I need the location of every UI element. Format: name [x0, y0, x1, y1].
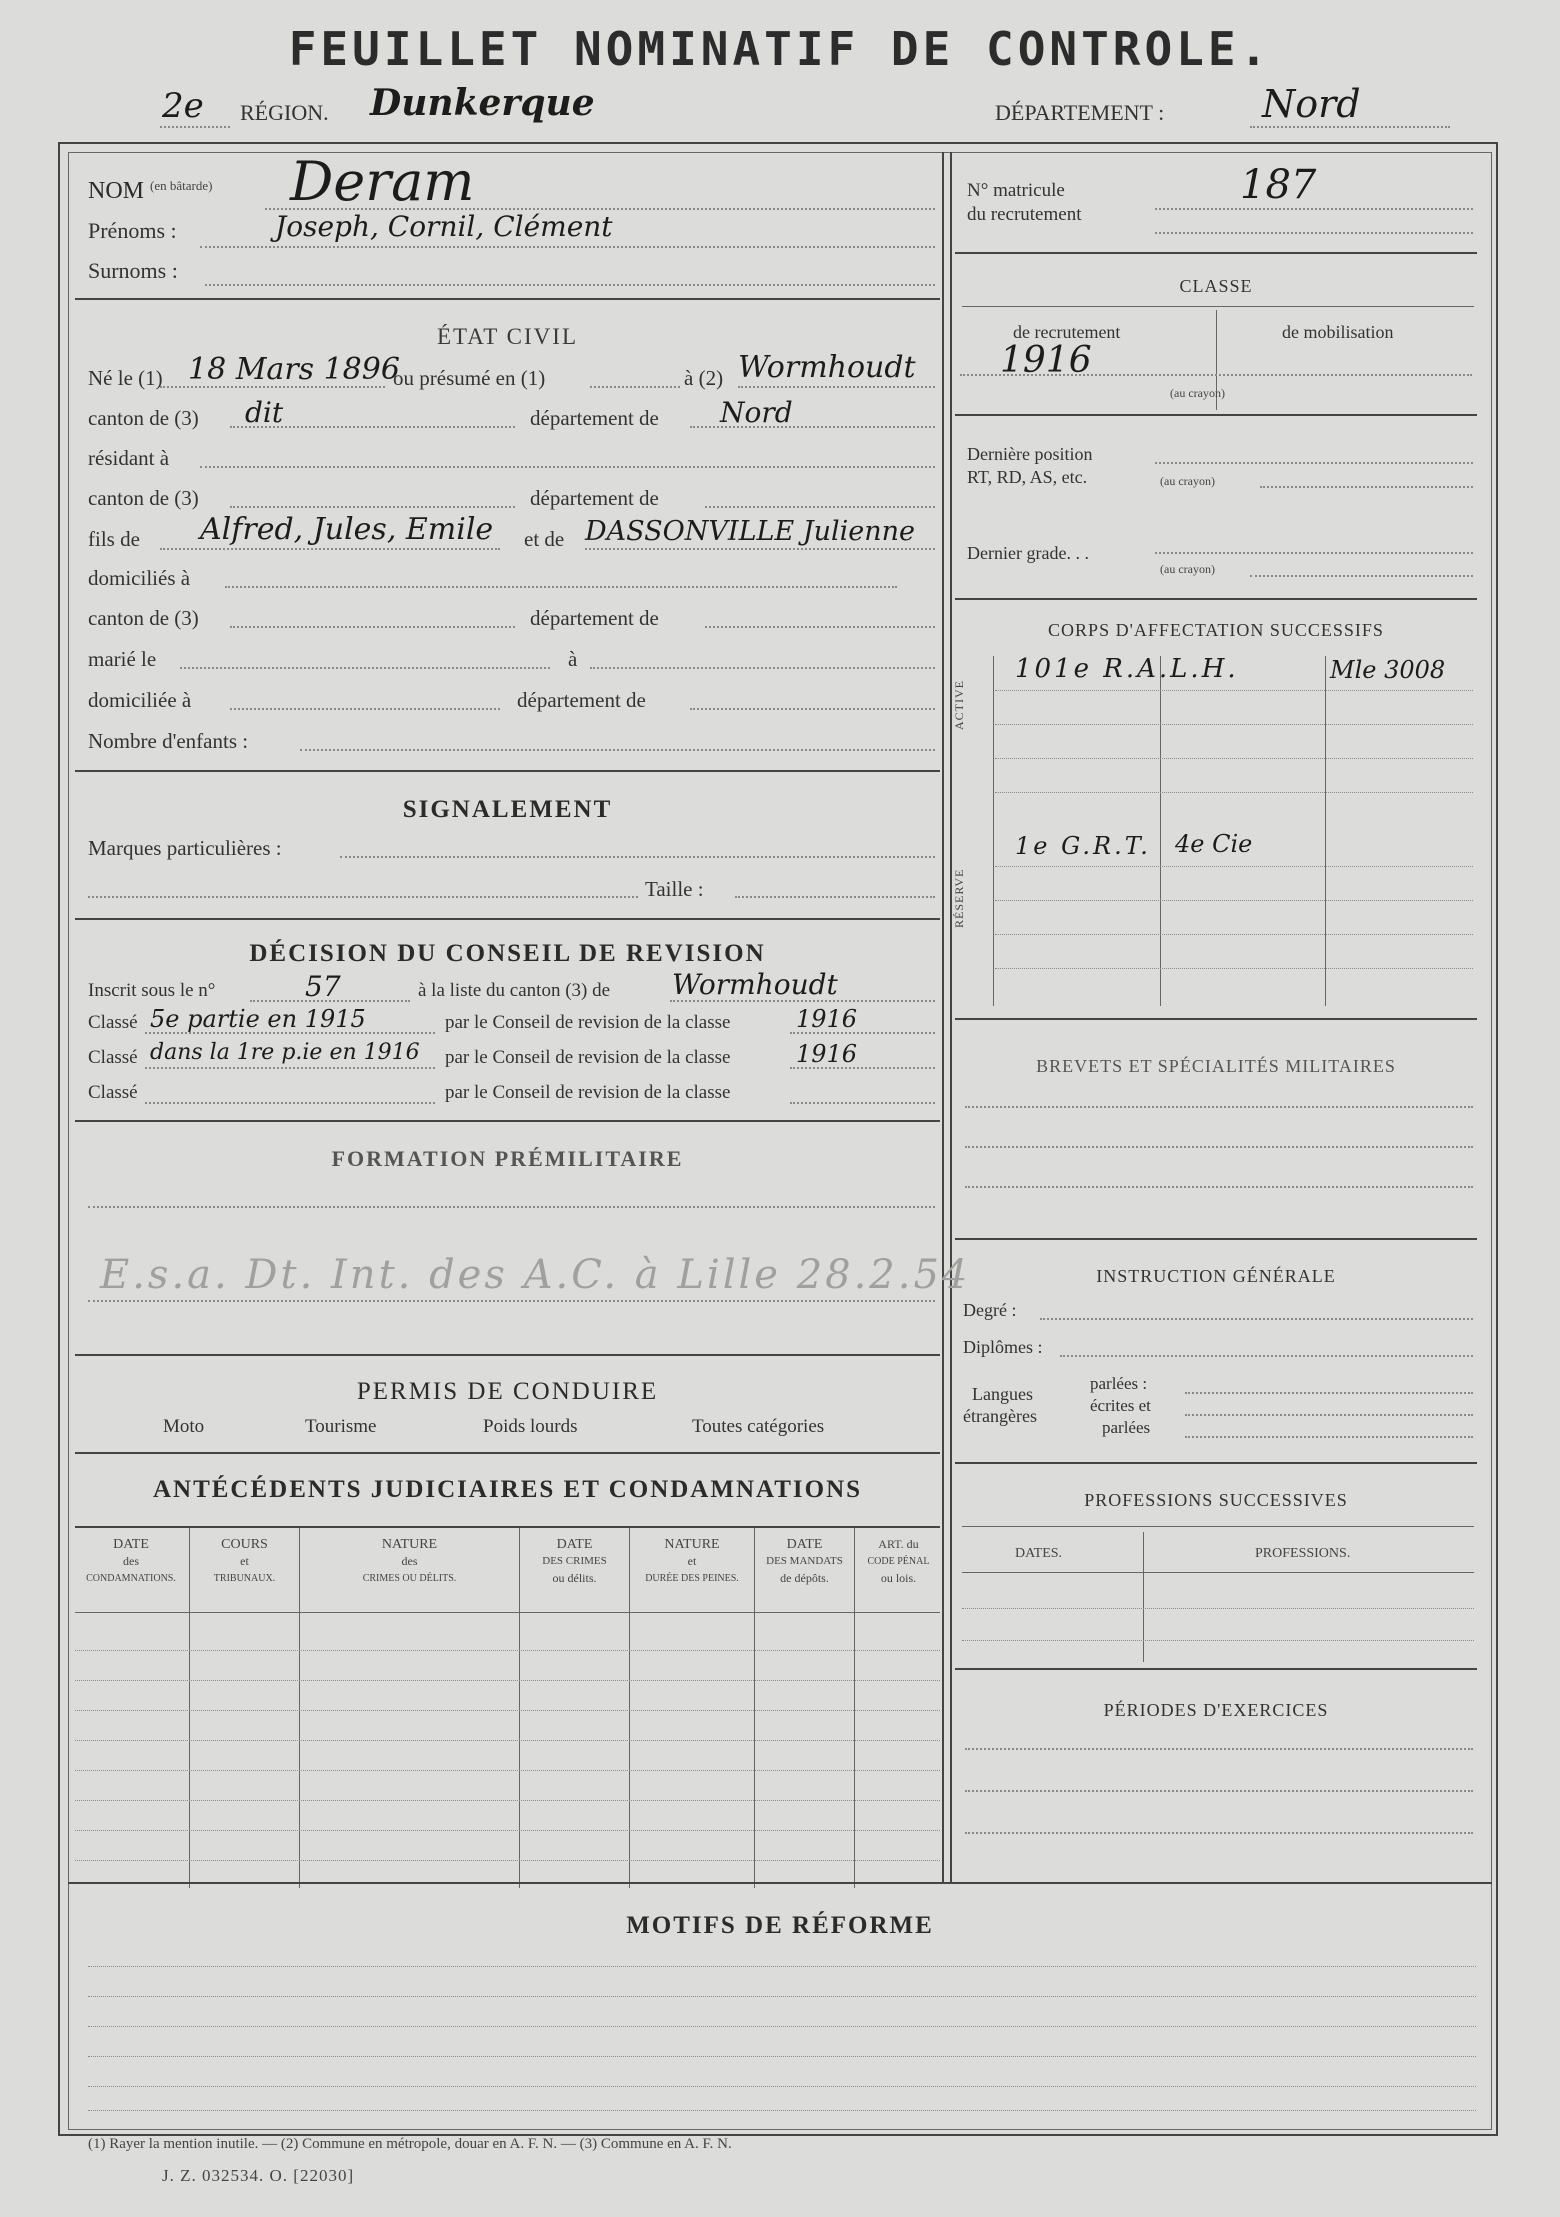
sep-matricule: [955, 252, 1477, 254]
classe3-label: Classé: [88, 1082, 138, 1103]
motifs-line: [88, 1966, 1476, 1967]
fils-dotline: [160, 548, 500, 550]
motifs-line: [88, 2110, 1476, 2111]
canton-dotline: [230, 426, 515, 428]
classe2-value: dans la 1re p.ie en 1916: [150, 1040, 420, 1065]
corps-title: CORPS D'AFFECTATION SUCCESSIFS: [1048, 620, 1384, 640]
conseil1-value: 1916: [796, 1005, 858, 1033]
professions-rule: [962, 1526, 1474, 1527]
col-head-date: [75, 1536, 187, 1587]
derniere-position-dotline: [1155, 462, 1473, 464]
corps-line: [995, 724, 1473, 725]
permis-poids: Poids lourds: [483, 1416, 578, 1437]
liste-dotline: [670, 1000, 935, 1002]
matricule-dotline-2: [1155, 232, 1473, 234]
dernier-grade-label: Dernier grade. . .: [967, 543, 1089, 563]
classe-dotline: [960, 374, 1472, 376]
derniere-position-label-1: Dernière position: [967, 444, 1093, 464]
sep-identity: [75, 298, 940, 300]
corps-rule-2: [1160, 656, 1161, 1006]
departement4-label: département de: [517, 688, 646, 712]
nom-label-text: NOM: [88, 178, 145, 204]
surnoms-label: Surnoms :: [88, 258, 178, 283]
marie-a-dotline: [590, 667, 935, 669]
col-head-cours: [192, 1536, 297, 1587]
col-head-cours-l1: COURS: [221, 1537, 268, 1552]
corps-rule-1: [993, 656, 994, 1006]
matricule-label-1: N° matricule: [967, 180, 1065, 201]
brevets-title: BREVETS ET SPÉCIALITÉS MILITAIRES: [1036, 1056, 1396, 1076]
inscrit-label: Inscrit sous le n°: [88, 980, 216, 1001]
col-head-mandats-l1: DATE: [786, 1537, 823, 1552]
col-head-art-l2: CODE PÉNAL: [867, 1556, 930, 1567]
antecedents-col-rule-6: [854, 1528, 855, 1888]
sep-signalement: [75, 918, 940, 920]
professions-dates-label: DATES.: [1015, 1546, 1063, 1561]
antecedents-table: [75, 1528, 940, 1888]
departement3-label: département de: [530, 606, 659, 630]
classe-title: CLASSE: [1179, 276, 1253, 296]
col-head-art-l1: ART. du: [878, 1537, 919, 1551]
region-label: RÉGION.: [240, 100, 329, 125]
a-dotline: [738, 386, 935, 388]
ne-le-dotline: [160, 386, 385, 388]
formation-title: FORMATION PRÉMILITAIRE: [331, 1146, 684, 1171]
antecedents-header-rule: [75, 1612, 940, 1613]
classe-recrutement-label: de recrutement: [1013, 322, 1121, 342]
column-divider-2: [950, 152, 952, 1882]
taille-dotline: [735, 896, 935, 898]
col-head-date-l3: CONDAMNATIONS.: [86, 1573, 176, 1584]
professions-title: PROFESSIONS SUCCESSIVES: [1084, 1490, 1348, 1510]
derniere-position-crayon: (au crayon): [1160, 474, 1215, 488]
antecedents-row-line: [75, 1860, 940, 1861]
antecedents-col-rule-5: [754, 1528, 755, 1888]
col-head-art: [857, 1536, 940, 1587]
langues-label-2: étrangères: [963, 1406, 1037, 1426]
col-head-nature-l2: des: [401, 1554, 418, 1568]
canton2-label: canton de (3): [88, 486, 199, 510]
departement4-dotline: [690, 708, 935, 710]
prenoms-label: Prénoms :: [88, 218, 177, 243]
corps-line: [995, 900, 1473, 901]
langues-dotline: [1185, 1436, 1473, 1438]
langues-label-1: Langues: [972, 1384, 1033, 1404]
corps-reserve-label: RÉSERVE: [952, 868, 966, 928]
departement-dotline: [690, 426, 935, 428]
surnoms-dotline: [205, 284, 935, 286]
brevets-line: [965, 1186, 1473, 1188]
departement-label: département de: [530, 406, 659, 430]
derniere-position-dotline-2: [1260, 486, 1473, 488]
conseil2-value: 1916: [796, 1040, 858, 1068]
parlees2-label: parlées: [1102, 1418, 1151, 1437]
classe2-label: Classé: [88, 1047, 138, 1068]
antecedents-col-rule-2: [299, 1528, 300, 1888]
permis-tourisme: Tourisme: [305, 1416, 377, 1437]
permis-toutes: Toutes catégories: [692, 1416, 825, 1437]
ne-le-label: Né le (1): [88, 366, 163, 390]
canton3-dotline: [230, 626, 515, 628]
dernier-grade-crayon: (au crayon): [1160, 562, 1215, 576]
ecrites-label: écrites et: [1090, 1396, 1151, 1415]
sep-motifs: [68, 1882, 1492, 1884]
corps-line: [995, 866, 1473, 867]
col-head-date-l1: DATE: [113, 1537, 149, 1552]
presume-dotline: [590, 386, 680, 388]
periodes-line: [965, 1832, 1473, 1834]
classe2-dotline: [145, 1067, 435, 1069]
departement3-dotline: [705, 626, 935, 628]
liste-value: Wormhoudt: [672, 968, 838, 1001]
parlees-label: parlées :: [1090, 1374, 1148, 1393]
ne-le-value: 18 Mars 1896: [188, 352, 400, 387]
a-value: Wormhoudt: [738, 350, 916, 385]
departement-header-value: Nord: [1262, 82, 1361, 126]
canton3-label: canton de (3): [88, 606, 199, 630]
periodes-title: PÉRIODES D'EXERCICES: [1103, 1700, 1329, 1720]
col-head-date-crimes-l3: ou délits.: [552, 1571, 597, 1585]
footer-note: (1) Rayer la mention inutile. — (2) Commune en métropole, douar en A. F. N. — (3) Commune en A. F. N.: [88, 2136, 732, 2152]
marques-label: Marques particulières :: [88, 836, 282, 860]
sep-permis: [75, 1452, 940, 1454]
liste-label: à la liste du canton (3) de: [418, 980, 611, 1001]
corps-line: [995, 934, 1473, 935]
antecedents-row-line: [75, 1680, 940, 1681]
antecedents-row-line: [75, 1770, 940, 1771]
col-head-date-crimes-l1: DATE: [556, 1537, 593, 1552]
departement2-dotline: [705, 506, 935, 508]
decision-title: DÉCISION DU CONSEIL DE REVISION: [249, 940, 766, 967]
marques-dotline-2: [88, 896, 638, 898]
fils-value: Alfred, Jules, Emile: [200, 512, 494, 547]
antecedents-row-line: [75, 1830, 940, 1831]
domicilies-label: domiciliés à: [88, 566, 191, 590]
corps-active-value: 101e R.A.L.H.: [1015, 654, 1239, 684]
canton-label: canton de (3): [88, 406, 199, 430]
nom-value: Deram: [290, 150, 475, 213]
classe3-dotline: [145, 1102, 435, 1104]
col-head-mandats-l2: DES MANDATS: [766, 1555, 843, 1567]
dernier-grade-dotline: [1155, 552, 1473, 554]
degre-dotline: [1040, 1318, 1473, 1320]
conseil1-label: par le Conseil de revision de la classe: [445, 1012, 731, 1033]
nom-label: [88, 178, 212, 205]
brevets-line: [965, 1146, 1473, 1148]
sep-corps: [955, 1018, 1477, 1020]
motifs-line: [88, 1996, 1476, 1997]
periodes-line: [965, 1790, 1473, 1792]
col-head-peines-l1: NATURE: [664, 1537, 720, 1552]
formation-dotline-2: [88, 1300, 935, 1302]
col-head-peines-l3: DURÉE DES PEINES.: [645, 1573, 739, 1584]
col-head-peines-l2: et: [687, 1554, 697, 1568]
classe-rule: [962, 306, 1474, 307]
conseil2-dotline: [790, 1067, 935, 1069]
corps-line: [995, 758, 1473, 759]
motifs-line: [88, 2086, 1476, 2087]
col-head-nature-l3: CRIMES OU DÉLITS.: [362, 1573, 457, 1584]
classe1-value: 5e partie en 1915: [150, 1005, 366, 1033]
classe-crayon: (au crayon): [1170, 386, 1225, 400]
conseil3-dotline: [790, 1102, 935, 1104]
col-head-mandats: [757, 1536, 852, 1587]
inscrit-dotline: [250, 1000, 410, 1002]
sep-classe: [955, 414, 1477, 416]
formation-dotline-1: [88, 1206, 935, 1208]
derniere-position-label-2: RT, RD, AS, etc.: [967, 467, 1088, 487]
sep-grade: [955, 598, 1477, 600]
professions-line: [962, 1640, 1474, 1641]
permis-moto: Moto: [163, 1416, 205, 1437]
mere-value: DASSONVILLE Julienne: [585, 516, 915, 547]
col-head-mandats-l3: de dépôts.: [780, 1571, 829, 1585]
sep-etat-civil: [75, 770, 940, 772]
col-head-cours-l2: et: [240, 1554, 249, 1568]
diplomes-dotline: [1060, 1355, 1473, 1357]
matricule-value: 187: [1240, 162, 1317, 208]
formation-pencil-note: E.s.a. Dt. Int. des A.C. à Lille 28.2.54: [100, 1252, 971, 1298]
marie-a-label: à: [568, 647, 578, 671]
antecedents-title: ANTÉCÉDENTS JUDICIAIRES ET CONDAMNATIONS: [152, 1476, 863, 1503]
domiciliee-label: domiciliée à: [88, 688, 192, 712]
classe-recrutement-value: 1916: [1000, 340, 1092, 381]
matricule-label-2: du recrutement: [967, 204, 1082, 225]
domicilies-dotline: [225, 586, 897, 588]
taille-label: Taille :: [645, 877, 704, 901]
corps-active-label: ACTIVE: [952, 680, 966, 730]
dept-dotline: [1250, 126, 1450, 128]
col-head-art-l3: ou lois.: [880, 1571, 917, 1585]
col-head-nature-l1: NATURE: [381, 1537, 438, 1552]
col-head-nature: [302, 1536, 517, 1587]
etat-civil-title: ÉTAT CIVIL: [436, 324, 579, 349]
antecedents-header-row: [75, 1528, 940, 1608]
conseil3-label: par le Conseil de revision de la classe: [445, 1082, 731, 1103]
antecedents-row-line: [75, 1710, 940, 1711]
column-divider: [942, 152, 944, 1882]
presume-label: ou présumé en (1): [393, 366, 546, 390]
sep-formation: [75, 1354, 940, 1356]
departement-header-label: DÉPARTEMENT :: [995, 100, 1165, 125]
langues-dotline: [1185, 1392, 1473, 1394]
professions-head-rule: [962, 1572, 1474, 1573]
corps-active-matricule: Mle 3008: [1330, 656, 1446, 684]
col-head-peines: [632, 1536, 752, 1587]
col-head-date-crimes-l2: DES CRIMES: [542, 1555, 607, 1567]
col-head-date-crimes: [522, 1536, 627, 1587]
classe1-dotline: [145, 1032, 435, 1034]
canton-value: dit: [245, 396, 284, 429]
region-number: 2e: [162, 86, 204, 126]
classe1-label: Classé: [88, 1012, 138, 1033]
canton2-dotline: [230, 506, 515, 508]
langues-dotline: [1185, 1414, 1473, 1416]
domiciliee-dotline: [230, 708, 500, 710]
conseil2-label: par le Conseil de revision de la classe: [445, 1047, 731, 1068]
marie-label: marié le: [88, 647, 157, 671]
region-city: Dunkerque: [370, 82, 595, 124]
antecedents-col-rule-3: [519, 1528, 520, 1888]
col-head-date-l2: des: [123, 1554, 139, 1568]
corps-line: [995, 968, 1473, 969]
conseil1-dotline: [790, 1032, 935, 1034]
sep-professions: [955, 1668, 1477, 1670]
corps-reserve-cie: 4e Cie: [1175, 830, 1253, 858]
antecedents-row-line: [75, 1650, 940, 1651]
sep-brevets: [955, 1238, 1477, 1240]
instruction-title: INSTRUCTION GÉNÉRALE: [1096, 1266, 1336, 1286]
departement-value: Nord: [720, 396, 793, 429]
corps-rule-3: [1325, 656, 1326, 1006]
residant-dotline: [200, 466, 935, 468]
region-dotline: [160, 126, 230, 128]
antecedents-row-line: [75, 1800, 940, 1801]
et-de-label: et de: [524, 527, 565, 551]
antecedents-col-rule-4: [629, 1528, 630, 1888]
permis-title: PERMIS DE CONDUIRE: [356, 1378, 659, 1405]
a-label: à (2): [684, 366, 724, 390]
matricule-dotline: [1155, 208, 1473, 210]
brevets-line: [965, 1106, 1473, 1108]
enfants-dotline: [300, 749, 935, 751]
corps-reserve-value: 1e G.R.T.: [1015, 832, 1151, 860]
marques-dotline: [340, 856, 935, 858]
inscrit-value: 57: [305, 970, 341, 1003]
diplomes-label: Diplômes :: [963, 1337, 1043, 1357]
signalement-title: SIGNALEMENT: [402, 796, 613, 823]
mere-dotline: [585, 548, 935, 550]
col-head-cours-l3: TRIBUNAUX.: [213, 1573, 276, 1584]
corps-line: [995, 690, 1473, 691]
fils-label: fils de: [88, 527, 140, 551]
professions-divider: [1143, 1532, 1144, 1662]
classe-mobilisation-label: de mobilisation: [1282, 322, 1394, 342]
sep-decision: [75, 1120, 940, 1122]
prenoms-value: Joseph, Cornil, Clément: [275, 210, 613, 243]
marie-dotline: [180, 667, 550, 669]
motifs-line: [88, 2026, 1476, 2027]
prenoms-dotline: [200, 246, 935, 248]
motifs-title: MOTIFS DE RÉFORME: [626, 1912, 934, 1939]
nom-note: (en bâtarde): [150, 178, 213, 193]
sep-instruction: [955, 1462, 1477, 1464]
departement2-label: département de: [530, 486, 659, 510]
motifs-line: [88, 2056, 1476, 2057]
corps-line: [995, 792, 1473, 793]
professions-line: [962, 1608, 1474, 1609]
enfants-label: Nombre d'enfants :: [88, 729, 249, 753]
dernier-grade-dotline-2: [1250, 575, 1473, 577]
page-title: FEUILLET NOMINATIF DE CONTROLE.: [288, 22, 1272, 76]
footer-imprint: J. Z. 032534. O. [22030]: [162, 2166, 355, 2185]
residant-label: résidant à: [88, 446, 170, 470]
professions-professions-label: PROFESSIONS.: [1255, 1546, 1351, 1561]
periodes-line: [965, 1748, 1473, 1750]
degre-label: Degré :: [963, 1300, 1017, 1320]
antecedents-row-line: [75, 1740, 940, 1741]
antecedents-col-rule-1: [189, 1528, 190, 1888]
